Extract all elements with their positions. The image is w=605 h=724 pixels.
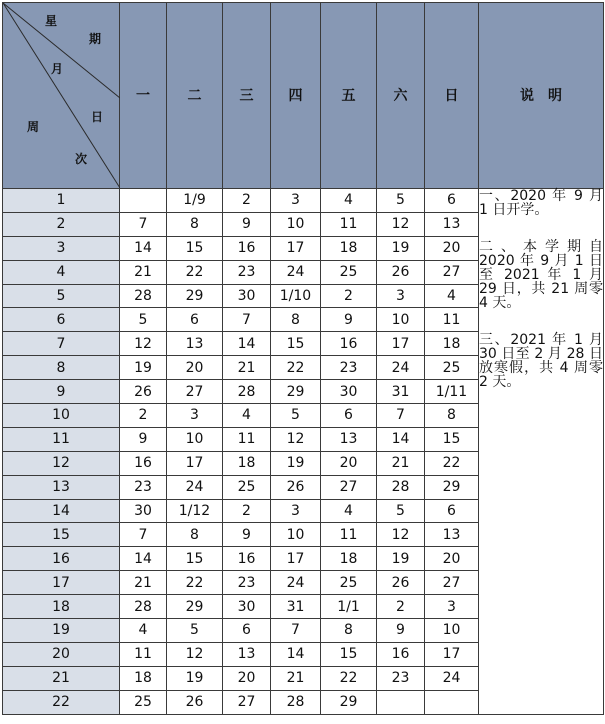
day-cell: 26 [377, 571, 425, 595]
day-cell: 26 [377, 260, 425, 284]
diag-label-ci: 次 [75, 152, 88, 166]
day-cell: 5 [271, 404, 321, 428]
school-calendar-table [2, 2, 604, 715]
day-cell: 5 [120, 308, 167, 332]
day-cell: 9 [120, 427, 167, 451]
day-cell: 26 [271, 475, 321, 499]
day-cell: 13 [425, 523, 479, 547]
weekday-header-tue: 二 [167, 3, 223, 189]
day-cell: 27 [167, 380, 223, 404]
day-cell: 7 [120, 212, 167, 236]
day-cell: 21 [223, 356, 271, 380]
day-cell: 2 [120, 404, 167, 428]
day-cell: 6 [167, 308, 223, 332]
day-cell: 8 [425, 404, 479, 428]
day-cell: 29 [321, 690, 377, 714]
day-cell: 25 [425, 356, 479, 380]
day-cell: 6 [425, 499, 479, 523]
calendar-body [3, 189, 604, 715]
day-cell: 16 [120, 451, 167, 475]
day-cell: 15 [167, 236, 223, 260]
day-cell: 19 [377, 547, 425, 571]
week-number-cell: 13 [3, 475, 120, 499]
day-cell: 21 [377, 451, 425, 475]
day-cell: 15 [167, 547, 223, 571]
day-cell: 24 [271, 260, 321, 284]
week-number-cell: 21 [3, 666, 120, 690]
day-cell: 29 [271, 380, 321, 404]
day-cell: 28 [120, 284, 167, 308]
day-cell: 14 [271, 642, 321, 666]
day-cell: 4 [321, 189, 377, 213]
week-number-cell: 10 [3, 404, 120, 428]
weekday-header-mon: 一 [120, 3, 167, 189]
day-cell: 17 [167, 451, 223, 475]
day-cell: 4 [120, 619, 167, 643]
day-cell: 14 [120, 547, 167, 571]
day-cell: 17 [271, 236, 321, 260]
day-cell: 27 [425, 260, 479, 284]
day-cell: 22 [167, 571, 223, 595]
day-cell: 11 [120, 642, 167, 666]
day-cell: 24 [377, 356, 425, 380]
day-cell: 5 [167, 619, 223, 643]
day-cell: 25 [321, 260, 377, 284]
day-cell: 11 [223, 427, 271, 451]
week-number-cell: 1 [3, 189, 120, 213]
day-cell: 24 [271, 571, 321, 595]
day-cell: 30 [120, 499, 167, 523]
day-cell: 20 [167, 356, 223, 380]
day-cell: 1/10 [271, 284, 321, 308]
day-cell: 21 [271, 666, 321, 690]
explain-header-label: 说明 [520, 87, 576, 104]
day-cell: 10 [377, 308, 425, 332]
day-cell: 1/12 [167, 499, 223, 523]
header-row [3, 3, 604, 189]
weekday-header-wed: 三 [223, 3, 271, 189]
day-cell: 3 [377, 284, 425, 308]
day-cell: 9 [223, 523, 271, 547]
notes-cell [479, 189, 604, 715]
day-cell: 31 [377, 380, 425, 404]
day-cell: 29 [167, 595, 223, 619]
day-cell: 28 [271, 690, 321, 714]
week-number-cell: 11 [3, 427, 120, 451]
day-cell: 20 [223, 666, 271, 690]
day-cell: 21 [120, 260, 167, 284]
week-number-cell: 15 [3, 523, 120, 547]
note-paragraph: 二、本学期自 2020 年 9 月 1 日至 2021 年 1 月 29 日，共 21 周零 4 天。 [479, 239, 603, 311]
day-cell: 13 [167, 332, 223, 356]
day-cell: 8 [321, 619, 377, 643]
day-cell: 14 [377, 427, 425, 451]
weekday-header-sat: 六 [377, 3, 425, 189]
day-cell: 28 [120, 595, 167, 619]
weekday-header-fri: 五 [321, 3, 377, 189]
day-cell: 3 [271, 499, 321, 523]
day-cell: 16 [223, 236, 271, 260]
day-cell: 9 [377, 619, 425, 643]
day-cell: 6 [425, 189, 479, 213]
day-cell: 20 [425, 236, 479, 260]
diag-label-ri: 日 [91, 110, 104, 124]
day-cell: 14 [120, 236, 167, 260]
day-cell: 17 [425, 642, 479, 666]
weekday-header-sun: 日 [425, 3, 479, 189]
week-number-cell: 12 [3, 451, 120, 475]
day-cell: 12 [271, 427, 321, 451]
day-cell: 20 [425, 547, 479, 571]
day-cell: 22 [321, 666, 377, 690]
day-cell: 30 [321, 380, 377, 404]
day-cell: 26 [120, 380, 167, 404]
day-cell: 8 [167, 523, 223, 547]
day-cell: 25 [120, 690, 167, 714]
day-cell: 7 [271, 619, 321, 643]
day-cell: 12 [377, 523, 425, 547]
week-number-cell: 5 [3, 284, 120, 308]
day-cell: 14 [223, 332, 271, 356]
explain-header [479, 3, 604, 189]
diag-label-qi: 期 [89, 32, 102, 46]
week-number-cell: 22 [3, 690, 120, 714]
diag-label-yue: 月 [51, 62, 64, 76]
day-cell: 12 [167, 642, 223, 666]
day-cell: 3 [167, 404, 223, 428]
day-cell: 15 [271, 332, 321, 356]
day-cell: 15 [321, 642, 377, 666]
note-paragraph: 三、2021 年 1 月 30 日至 2 月 28 日放寒假，共 4 周零 2 天。 [479, 332, 603, 390]
day-cell: 18 [425, 332, 479, 356]
day-cell: 7 [120, 523, 167, 547]
day-cell: 3 [271, 189, 321, 213]
day-cell: 10 [271, 523, 321, 547]
day-cell: 1/9 [167, 189, 223, 213]
day-cell: 13 [321, 427, 377, 451]
day-cell: 22 [167, 260, 223, 284]
day-cell: 30 [223, 284, 271, 308]
day-cell: 28 [377, 475, 425, 499]
day-cell: 18 [321, 236, 377, 260]
day-cell: 4 [223, 404, 271, 428]
day-cell: 23 [321, 356, 377, 380]
weekday-header-thu: 四 [271, 3, 321, 189]
day-cell [377, 690, 425, 714]
day-cell: 12 [377, 212, 425, 236]
week-number-cell: 3 [3, 236, 120, 260]
day-cell: 27 [425, 571, 479, 595]
day-cell: 6 [223, 619, 271, 643]
week-number-cell: 19 [3, 619, 120, 643]
day-cell: 2 [377, 595, 425, 619]
day-cell: 2 [223, 189, 271, 213]
day-cell: 27 [321, 475, 377, 499]
day-cell: 2 [321, 284, 377, 308]
day-cell: 25 [223, 475, 271, 499]
day-cell: 13 [425, 212, 479, 236]
day-cell: 1/1 [321, 595, 377, 619]
diagonal-header-cell [3, 3, 120, 189]
day-cell: 8 [271, 308, 321, 332]
day-cell: 19 [167, 666, 223, 690]
diag-label-zhou: 周 [27, 120, 40, 134]
day-cell: 3 [425, 595, 479, 619]
day-cell: 16 [377, 642, 425, 666]
day-cell: 30 [223, 595, 271, 619]
day-cell: 29 [167, 284, 223, 308]
day-cell: 18 [321, 547, 377, 571]
day-cell: 16 [223, 547, 271, 571]
week-number-cell: 18 [3, 595, 120, 619]
day-cell: 17 [377, 332, 425, 356]
week-number-cell: 20 [3, 642, 120, 666]
week-number-cell: 17 [3, 571, 120, 595]
day-cell: 5 [377, 499, 425, 523]
diag-label-xing: 星 [45, 14, 58, 28]
day-cell: 6 [321, 404, 377, 428]
day-cell: 22 [425, 451, 479, 475]
day-cell: 19 [377, 236, 425, 260]
week-number-cell: 8 [3, 356, 120, 380]
day-cell [120, 189, 167, 213]
day-cell: 7 [377, 404, 425, 428]
day-cell: 20 [321, 451, 377, 475]
day-cell: 22 [271, 356, 321, 380]
day-cell: 28 [223, 380, 271, 404]
week-number-cell: 14 [3, 499, 120, 523]
day-cell: 19 [120, 356, 167, 380]
day-cell: 11 [425, 308, 479, 332]
week-number-cell: 9 [3, 380, 120, 404]
day-cell: 25 [321, 571, 377, 595]
day-cell: 2 [223, 499, 271, 523]
week-number-cell: 2 [3, 212, 120, 236]
week-number-cell: 6 [3, 308, 120, 332]
day-cell: 13 [223, 642, 271, 666]
day-cell: 4 [321, 499, 377, 523]
day-cell: 5 [377, 189, 425, 213]
day-cell: 10 [271, 212, 321, 236]
day-cell: 1/11 [425, 380, 479, 404]
day-cell: 9 [321, 308, 377, 332]
day-cell: 17 [271, 547, 321, 571]
day-cell: 27 [223, 690, 271, 714]
day-cell: 29 [425, 475, 479, 499]
day-cell: 23 [377, 666, 425, 690]
day-cell: 10 [425, 619, 479, 643]
day-cell: 26 [167, 690, 223, 714]
day-cell: 12 [120, 332, 167, 356]
day-cell: 18 [223, 451, 271, 475]
table-row [3, 189, 604, 213]
day-cell: 9 [223, 212, 271, 236]
day-cell: 31 [271, 595, 321, 619]
day-cell: 16 [321, 332, 377, 356]
day-cell: 21 [120, 571, 167, 595]
day-cell: 10 [167, 427, 223, 451]
day-cell [425, 690, 479, 714]
diagonal-lines [3, 3, 120, 188]
day-cell: 24 [425, 666, 479, 690]
day-cell: 4 [425, 284, 479, 308]
day-cell: 23 [223, 260, 271, 284]
week-number-cell: 16 [3, 547, 120, 571]
note-paragraph: 一、2020 年 9 月 1 日开学。 [479, 188, 603, 218]
day-cell: 7 [223, 308, 271, 332]
week-number-cell: 4 [3, 260, 120, 284]
day-cell: 8 [167, 212, 223, 236]
day-cell: 23 [120, 475, 167, 499]
week-number-cell: 7 [3, 332, 120, 356]
day-cell: 15 [425, 427, 479, 451]
day-cell: 23 [223, 571, 271, 595]
day-cell: 11 [321, 212, 377, 236]
day-cell: 18 [120, 666, 167, 690]
day-cell: 19 [271, 451, 321, 475]
day-cell: 11 [321, 523, 377, 547]
day-cell: 24 [167, 475, 223, 499]
